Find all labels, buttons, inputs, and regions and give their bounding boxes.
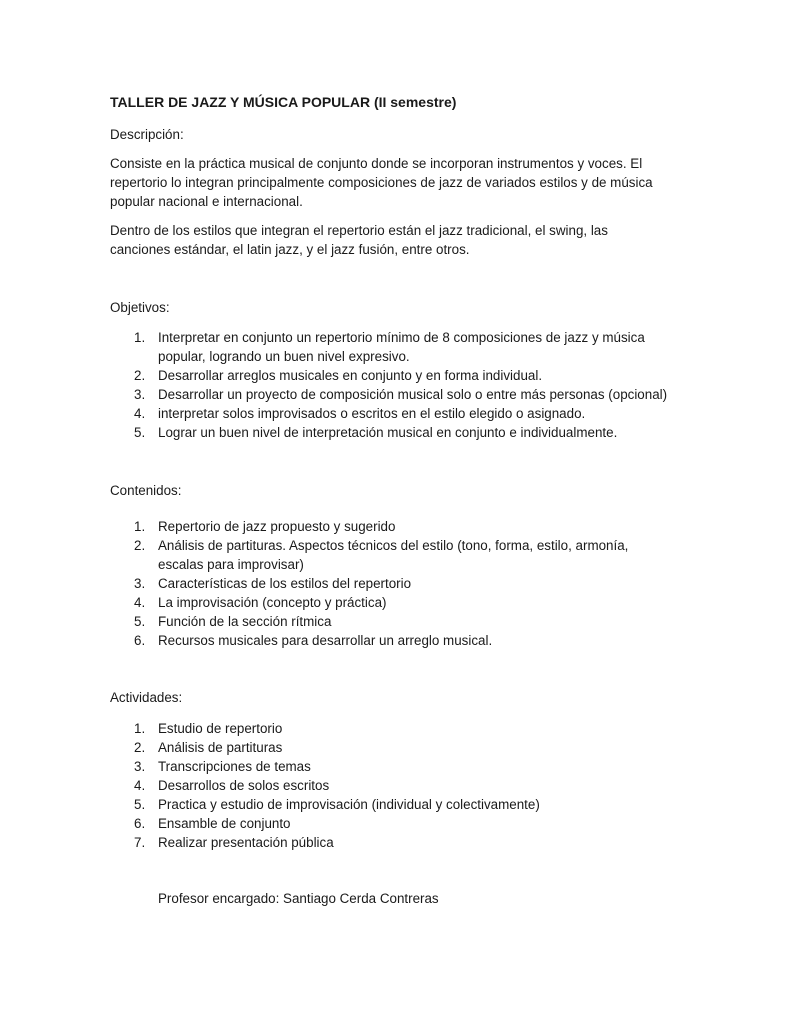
list-item-text: Función de la sección rítmica <box>158 614 332 629</box>
list-item-text: Transcripciones de temas <box>158 759 311 774</box>
list-item-text: Interpretar en conjunto un repertorio mínimo de 8 composiciones de jazz y música popular, logrando un buen nivel expresivo. <box>158 330 645 364</box>
list-item-number: 6. <box>134 816 146 831</box>
list-item-number: 4. <box>134 595 146 610</box>
list-item-number: 4. <box>134 778 146 793</box>
list-item-text: Características de los estilos del repertorio <box>158 576 412 591</box>
activities-list <box>110 719 670 852</box>
list-item-text: Desarrollar un proyecto de composición musical solo o entre más personas (opcional) <box>158 387 668 402</box>
list-item <box>110 814 670 833</box>
list-item-number: 5. <box>134 425 146 440</box>
list-item-text: Repertorio de jazz propuesto y sugerido <box>158 519 396 534</box>
list-item <box>110 517 670 536</box>
list-item-text: La improvisación (concepto y práctica) <box>158 595 387 610</box>
description-paragraph-1: Consiste en la práctica musical de conjunto donde se incorporan instrumentos y voces. El repertorio lo integran principalmente composiciones de jazz de variados estilos y de música popular nacional e internacional. <box>110 156 653 209</box>
list-item <box>110 385 670 404</box>
contents-list <box>110 517 670 650</box>
list-item-number: 1. <box>134 330 146 345</box>
list-item <box>110 593 670 612</box>
list-item-number: 5. <box>134 797 146 812</box>
list-item <box>110 612 670 631</box>
list-item <box>110 776 670 795</box>
list-item-number: 3. <box>134 387 146 402</box>
list-item <box>110 631 670 650</box>
list-item <box>110 366 670 385</box>
list-item <box>110 536 670 574</box>
list-item-number: 5. <box>134 614 146 629</box>
objectives-label: Objetivos: <box>110 300 170 315</box>
list-item-text: Análisis de partituras <box>158 740 283 755</box>
list-item-number: 2. <box>134 740 146 755</box>
list-item-number: 2. <box>134 368 146 383</box>
list-item-number: 4. <box>134 406 146 421</box>
contents-label: Contenidos: <box>110 483 182 498</box>
list-item-text: Desarrollar arreglos musicales en conjunto y en forma individual. <box>158 368 543 383</box>
list-item-number: 7. <box>134 835 146 850</box>
list-item-text: Desarrollos de solos escritos <box>158 778 330 793</box>
list-item <box>110 738 670 757</box>
activities-label: Actividades: <box>110 690 183 705</box>
description-label: Descripción: <box>110 127 184 142</box>
document-title: TALLER DE JAZZ Y MÚSICA POPULAR (II semestre) <box>110 94 457 110</box>
list-item-text: Análisis de partituras. Aspectos técnicos del estilo (tono, forma, estilo, armonía, escalas para improvisar) <box>158 538 629 572</box>
description-paragraph-2: Dentro de los estilos que integran el repertorio están el jazz tradicional, el swing, las canciones estándar, el latin jazz, y el jazz fusión, entre otros. <box>110 223 608 257</box>
list-item-text: Recursos musicales para desarrollar un arreglo musical. <box>158 633 493 648</box>
list-item-number: 3. <box>134 759 146 774</box>
list-item <box>110 328 670 366</box>
list-item-number: 1. <box>134 519 146 534</box>
list-item <box>110 833 670 852</box>
list-item <box>110 719 670 738</box>
list-item-text: Ensamble de conjunto <box>158 816 291 831</box>
list-item-number: 2. <box>134 538 146 553</box>
list-item-text: Estudio de repertorio <box>158 721 283 736</box>
list-item-text: Realizar presentación pública <box>158 835 334 850</box>
list-item-text: interpretar solos improvisados o escritos en el estilo elegido o asignado. <box>158 406 586 421</box>
list-item <box>110 757 670 776</box>
objectives-list <box>110 328 670 442</box>
list-item-text: Lograr un buen nivel de interpretación musical en conjunto e individualmente. <box>158 425 618 440</box>
list-item-number: 3. <box>134 576 146 591</box>
list-item <box>110 574 670 593</box>
list-item-number: 6. <box>134 633 146 648</box>
list-item <box>110 423 670 442</box>
list-item <box>110 795 670 814</box>
list-item-number: 1. <box>134 721 146 736</box>
professor-line: Profesor encargado: Santiago Cerda Contreras <box>158 891 439 906</box>
list-item <box>110 404 670 423</box>
list-item-text: Practica y estudio de improvisación (individual y colectivamente) <box>158 797 540 812</box>
